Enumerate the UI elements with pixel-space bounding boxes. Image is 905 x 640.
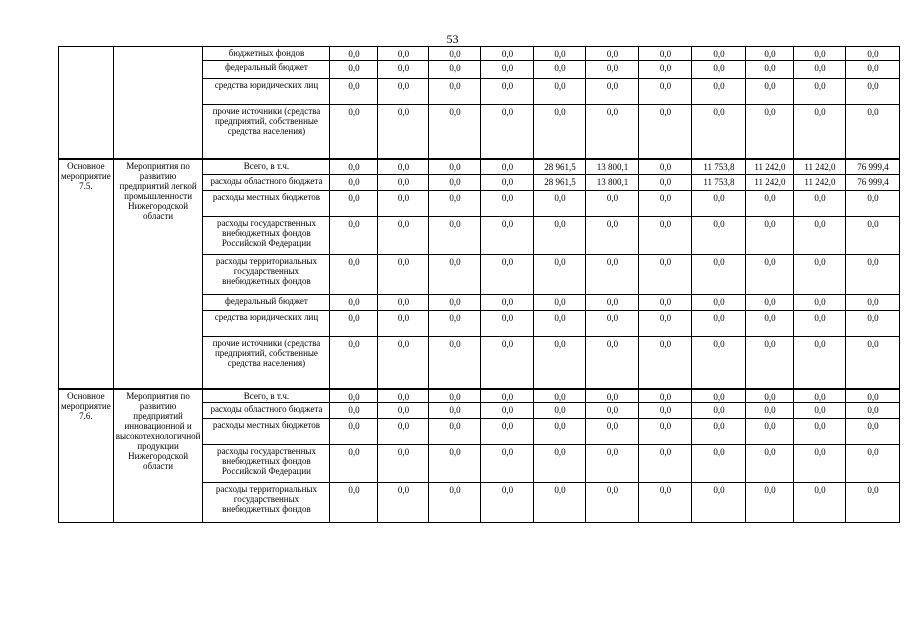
value-cell: 0,0 xyxy=(429,47,481,61)
value-cell: 0,0 xyxy=(794,337,846,389)
value-cell: 0,0 xyxy=(429,403,481,419)
funding-source-cell: расходы государственных внебюджетных фондов Российской Федерации xyxy=(203,217,330,255)
value-cell: 0,0 xyxy=(378,389,429,403)
value-cell: 0,0 xyxy=(481,61,534,79)
value-cell: 0,0 xyxy=(330,105,378,159)
value-cell: 0,0 xyxy=(746,311,794,337)
value-cell: 0,0 xyxy=(429,295,481,311)
value-cell: 0,0 xyxy=(481,483,534,523)
value-cell: 0,0 xyxy=(846,445,900,483)
value-cell: 0,0 xyxy=(534,47,586,61)
value-cell: 0,0 xyxy=(481,175,534,191)
value-cell: 13 800,1 xyxy=(586,159,639,175)
funding-source-cell: средства юридических лиц xyxy=(203,311,330,337)
value-cell: 0,0 xyxy=(534,419,586,445)
value-cell: 0,0 xyxy=(692,483,746,523)
value-cell: 0,0 xyxy=(846,105,900,159)
value-cell: 0,0 xyxy=(429,191,481,217)
value-cell: 0,0 xyxy=(746,389,794,403)
value-cell: 0,0 xyxy=(429,311,481,337)
value-cell: 0,0 xyxy=(639,79,692,105)
value-cell: 0,0 xyxy=(330,295,378,311)
value-cell: 0,0 xyxy=(794,255,846,295)
page-number: 53 xyxy=(446,32,459,46)
value-cell: 0,0 xyxy=(330,47,378,61)
value-cell: 0,0 xyxy=(481,311,534,337)
value-cell: 0,0 xyxy=(378,483,429,523)
value-cell: 0,0 xyxy=(330,419,378,445)
value-cell: 0,0 xyxy=(692,311,746,337)
value-cell: 0,0 xyxy=(794,61,846,79)
value-cell: 0,0 xyxy=(846,389,900,403)
value-cell: 0,0 xyxy=(378,175,429,191)
value-cell: 0,0 xyxy=(481,445,534,483)
value-cell: 0,0 xyxy=(639,419,692,445)
value-cell: 0,0 xyxy=(481,159,534,175)
value-cell: 0,0 xyxy=(692,337,746,389)
value-cell: 0,0 xyxy=(794,47,846,61)
value-cell: 0,0 xyxy=(586,403,639,419)
value-cell: 0,0 xyxy=(481,191,534,217)
activity-code-cell: Основное мероприятие 7.6. xyxy=(59,389,114,523)
value-cell: 0,0 xyxy=(639,255,692,295)
value-cell: 0,0 xyxy=(481,217,534,255)
value-cell: 0,0 xyxy=(481,105,534,159)
activity-name-cell: Мероприятия по развитию предприятий инновационной и высокотехнологичной продукции Нижегородской области xyxy=(113,389,203,523)
value-cell: 0,0 xyxy=(330,403,378,419)
value-cell: 0,0 xyxy=(639,159,692,175)
value-cell: 0,0 xyxy=(639,175,692,191)
value-cell: 76 999,4 xyxy=(846,159,900,175)
value-cell: 0,0 xyxy=(378,217,429,255)
value-cell: 0,0 xyxy=(846,61,900,79)
value-cell: 0,0 xyxy=(639,61,692,79)
value-cell: 0,0 xyxy=(586,191,639,217)
value-cell: 0,0 xyxy=(746,191,794,217)
value-cell: 0,0 xyxy=(794,483,846,523)
value-cell: 0,0 xyxy=(378,311,429,337)
value-cell: 0,0 xyxy=(692,419,746,445)
value-cell: 0,0 xyxy=(586,217,639,255)
value-cell: 0,0 xyxy=(330,311,378,337)
value-cell: 0,0 xyxy=(534,217,586,255)
value-cell: 0,0 xyxy=(330,255,378,295)
value-cell: 0,0 xyxy=(481,403,534,419)
value-cell: 0,0 xyxy=(746,105,794,159)
table-row xyxy=(59,159,900,175)
value-cell: 0,0 xyxy=(794,79,846,105)
value-cell: 0,0 xyxy=(330,79,378,105)
value-cell: 76 999,4 xyxy=(846,175,900,191)
value-cell: 0,0 xyxy=(330,337,378,389)
value-cell: 0,0 xyxy=(378,337,429,389)
value-cell: 0,0 xyxy=(429,337,481,389)
funding-source-cell: расходы областного бюджета xyxy=(203,175,330,191)
value-cell: 0,0 xyxy=(639,403,692,419)
value-cell: 0,0 xyxy=(639,483,692,523)
value-cell: 0,0 xyxy=(534,483,586,523)
value-cell: 0,0 xyxy=(746,295,794,311)
funding-source-cell: Всего, в т.ч. xyxy=(203,389,330,403)
value-cell: 0,0 xyxy=(429,175,481,191)
value-cell: 0,0 xyxy=(846,79,900,105)
value-cell: 0,0 xyxy=(639,337,692,389)
funding-source-cell: расходы государственных внебюджетных фондов Российской Федерации xyxy=(203,445,330,483)
value-cell: 0,0 xyxy=(481,47,534,61)
value-cell: 0,0 xyxy=(378,419,429,445)
value-cell: 0,0 xyxy=(746,419,794,445)
value-cell: 0,0 xyxy=(692,79,746,105)
value-cell: 0,0 xyxy=(692,255,746,295)
value-cell: 11 242,0 xyxy=(746,159,794,175)
value-cell: 0,0 xyxy=(692,105,746,159)
value-cell: 0,0 xyxy=(534,255,586,295)
value-cell: 0,0 xyxy=(534,311,586,337)
value-cell: 0,0 xyxy=(429,419,481,445)
value-cell: 0,0 xyxy=(330,217,378,255)
value-cell: 0,0 xyxy=(429,217,481,255)
funding-source-cell: федеральный бюджет xyxy=(203,61,330,79)
value-cell: 0,0 xyxy=(692,217,746,255)
value-cell: 0,0 xyxy=(794,403,846,419)
value-cell: 0,0 xyxy=(378,47,429,61)
funding-source-cell: прочие источники (средства предприятий, собственные средства населения) xyxy=(203,337,330,389)
value-cell: 0,0 xyxy=(586,389,639,403)
value-cell: 0,0 xyxy=(586,419,639,445)
value-cell: 0,0 xyxy=(746,337,794,389)
value-cell: 0,0 xyxy=(639,295,692,311)
value-cell: 0,0 xyxy=(378,159,429,175)
value-cell: 0,0 xyxy=(534,403,586,419)
value-cell: 11 242,0 xyxy=(746,175,794,191)
value-cell: 11 242,0 xyxy=(794,159,846,175)
value-cell: 0,0 xyxy=(330,191,378,217)
funding-source-cell: расходы местных бюджетов xyxy=(203,419,330,445)
value-cell: 0,0 xyxy=(330,445,378,483)
value-cell: 28 961,5 xyxy=(534,175,586,191)
value-cell: 0,0 xyxy=(846,403,900,419)
value-cell: 11 242,0 xyxy=(794,175,846,191)
value-cell: 0,0 xyxy=(534,191,586,217)
value-cell: 0,0 xyxy=(746,79,794,105)
value-cell: 0,0 xyxy=(794,191,846,217)
value-cell: 0,0 xyxy=(429,445,481,483)
value-cell: 0,0 xyxy=(692,389,746,403)
value-cell: 0,0 xyxy=(586,445,639,483)
value-cell: 0,0 xyxy=(794,295,846,311)
value-cell: 0,0 xyxy=(429,159,481,175)
value-cell: 0,0 xyxy=(330,389,378,403)
value-cell: 0,0 xyxy=(330,175,378,191)
funding-source-cell: расходы областного бюджета xyxy=(203,403,330,419)
value-cell: 0,0 xyxy=(746,483,794,523)
value-cell: 0,0 xyxy=(481,337,534,389)
value-cell: 0,0 xyxy=(534,295,586,311)
value-cell: 0,0 xyxy=(378,255,429,295)
value-cell: 0,0 xyxy=(746,217,794,255)
value-cell: 0,0 xyxy=(639,445,692,483)
value-cell: 0,0 xyxy=(692,61,746,79)
value-cell: 0,0 xyxy=(639,105,692,159)
value-cell: 0,0 xyxy=(378,61,429,79)
funding-source-cell: расходы территориальных государственных внебюджетных фондов xyxy=(203,483,330,523)
value-cell: 0,0 xyxy=(846,483,900,523)
funding-table xyxy=(58,46,900,523)
value-cell: 0,0 xyxy=(639,191,692,217)
funding-source-cell: федеральный бюджет xyxy=(203,295,330,311)
value-cell: 0,0 xyxy=(429,79,481,105)
funding-source-cell: средства юридических лиц xyxy=(203,79,330,105)
table-row xyxy=(59,47,900,61)
value-cell: 0,0 xyxy=(429,255,481,295)
value-cell: 0,0 xyxy=(794,217,846,255)
value-cell: 0,0 xyxy=(794,389,846,403)
value-cell: 0,0 xyxy=(534,79,586,105)
value-cell: 0,0 xyxy=(794,105,846,159)
value-cell: 0,0 xyxy=(639,311,692,337)
value-cell: 0,0 xyxy=(534,337,586,389)
value-cell: 13 800,1 xyxy=(586,175,639,191)
value-cell: 0,0 xyxy=(846,47,900,61)
value-cell: 0,0 xyxy=(481,79,534,105)
value-cell: 0,0 xyxy=(746,255,794,295)
funding-source-cell: расходы местных бюджетов xyxy=(203,191,330,217)
value-cell: 0,0 xyxy=(586,79,639,105)
value-cell: 0,0 xyxy=(846,255,900,295)
value-cell: 0,0 xyxy=(378,191,429,217)
value-cell: 0,0 xyxy=(481,295,534,311)
activity-code-cell xyxy=(59,47,114,159)
value-cell: 0,0 xyxy=(429,61,481,79)
value-cell: 0,0 xyxy=(639,47,692,61)
value-cell: 0,0 xyxy=(378,403,429,419)
funding-source-cell: бюджетных фондов xyxy=(203,47,330,61)
value-cell: 0,0 xyxy=(746,445,794,483)
activity-code-cell: Основное мероприятие 7.5. xyxy=(59,159,114,389)
value-cell: 0,0 xyxy=(846,217,900,255)
value-cell: 0,0 xyxy=(746,47,794,61)
value-cell: 0,0 xyxy=(378,295,429,311)
value-cell: 11 753,8 xyxy=(692,175,746,191)
value-cell: 0,0 xyxy=(586,255,639,295)
value-cell: 0,0 xyxy=(846,419,900,445)
value-cell: 0,0 xyxy=(429,483,481,523)
value-cell: 0,0 xyxy=(846,311,900,337)
value-cell: 0,0 xyxy=(534,61,586,79)
value-cell: 0,0 xyxy=(846,295,900,311)
value-cell: 0,0 xyxy=(692,191,746,217)
value-cell: 0,0 xyxy=(639,217,692,255)
value-cell: 0,0 xyxy=(586,337,639,389)
value-cell: 0,0 xyxy=(429,105,481,159)
value-cell: 0,0 xyxy=(746,61,794,79)
value-cell: 0,0 xyxy=(794,419,846,445)
value-cell: 0,0 xyxy=(794,445,846,483)
value-cell: 0,0 xyxy=(586,47,639,61)
value-cell: 0,0 xyxy=(692,295,746,311)
value-cell: 0,0 xyxy=(534,105,586,159)
value-cell: 0,0 xyxy=(481,389,534,403)
value-cell: 0,0 xyxy=(534,389,586,403)
value-cell: 0,0 xyxy=(692,445,746,483)
value-cell: 0,0 xyxy=(794,311,846,337)
funding-source-cell: Всего, в т.ч. xyxy=(203,159,330,175)
value-cell: 0,0 xyxy=(586,483,639,523)
table-row xyxy=(59,389,900,403)
value-cell: 0,0 xyxy=(586,311,639,337)
funding-source-cell: прочие источники (средства предприятий, собственные средства населения) xyxy=(203,105,330,159)
value-cell: 0,0 xyxy=(586,295,639,311)
activity-name-cell xyxy=(113,47,203,159)
value-cell: 11 753,8 xyxy=(692,159,746,175)
value-cell: 0,0 xyxy=(534,445,586,483)
value-cell: 0,0 xyxy=(692,403,746,419)
value-cell: 0,0 xyxy=(692,47,746,61)
value-cell: 0,0 xyxy=(846,191,900,217)
value-cell: 0,0 xyxy=(481,419,534,445)
value-cell: 28 961,5 xyxy=(534,159,586,175)
value-cell: 0,0 xyxy=(481,255,534,295)
value-cell: 0,0 xyxy=(746,403,794,419)
value-cell: 0,0 xyxy=(639,389,692,403)
value-cell: 0,0 xyxy=(586,61,639,79)
value-cell: 0,0 xyxy=(429,389,481,403)
funding-table-body xyxy=(59,47,900,523)
value-cell: 0,0 xyxy=(330,159,378,175)
value-cell: 0,0 xyxy=(378,445,429,483)
value-cell: 0,0 xyxy=(846,337,900,389)
value-cell: 0,0 xyxy=(330,61,378,79)
value-cell: 0,0 xyxy=(586,105,639,159)
value-cell: 0,0 xyxy=(330,483,378,523)
activity-name-cell: Мероприятия по развитию предприятий легкой промышленности Нижегородской области xyxy=(113,159,203,389)
value-cell: 0,0 xyxy=(378,105,429,159)
funding-source-cell: расходы территориальных государственных внебюджетных фондов xyxy=(203,255,330,295)
value-cell: 0,0 xyxy=(378,79,429,105)
